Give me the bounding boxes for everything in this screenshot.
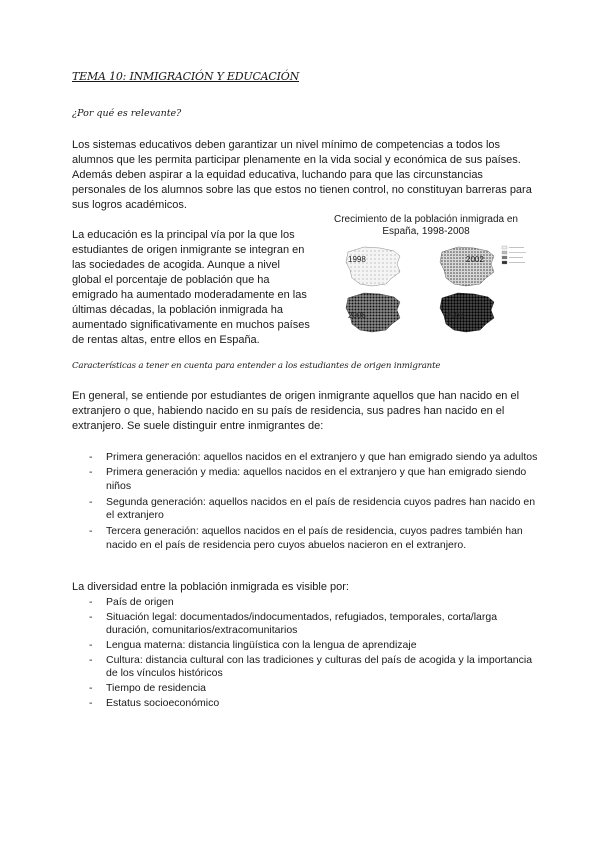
list-item: [72, 682, 542, 696]
map-year-label-2002: 2002: [466, 255, 484, 264]
bullet-dash: -: [89, 596, 93, 608]
list-item-text: Primera generación: aquellos nacidos en el extranjero y que han emigrado siendo ya adultos: [106, 451, 538, 463]
list-item-text: Primera generación y media: aquellos nacidos en el extranjero y que han emigrado siendo niños: [106, 466, 527, 493]
paragraph-diversity: La diversidad entre la población inmigrada es visible por:: [72, 581, 349, 593]
spain-maps-figure: [342, 242, 532, 336]
list-item-text: Estatus socioeconómico: [106, 696, 220, 709]
list-item-text: Tiempo de residencia: [106, 681, 206, 694]
map-year-label-2006: 2006: [348, 311, 366, 320]
list-item-text: Lengua materna: distancia lingüística con la lengua de aprendizaje: [106, 638, 417, 651]
bullet-dash: -: [89, 638, 93, 651]
list-item: [72, 697, 542, 711]
map-year-label-1998: 1998: [348, 255, 366, 264]
list-item: [72, 451, 542, 465]
list-item: [72, 611, 542, 639]
map-legend: [502, 246, 526, 264]
section-heading-relevance: ¿Por qué es relevante?: [72, 108, 182, 119]
bullet-dash: -: [89, 451, 93, 463]
bullet-dash: -: [89, 466, 93, 479]
section-heading-characteristics: Características a tener en cuenta para entender a los estudiantes de origen inmigrante: [72, 361, 441, 371]
list-item-text: Cultura: distancia cultural con las tradiciones y culturas del país de acogida y la importancia de los vínculos históricos: [106, 653, 533, 680]
list-item: [72, 639, 542, 653]
list-item: [72, 654, 542, 682]
list-item: [72, 596, 542, 610]
list-item-text: Segunda generación: aquellos nacidos en el país de residencia cuyos padres han nacido en el extranjero: [106, 495, 536, 522]
generations-list: [72, 451, 542, 554]
map-2006: [346, 293, 400, 332]
list-item-text: Tercera generación: aquellos nacidos en el país de residencia, cuyos padres también han nacido en el país de residencia pero cuyos abuelos nacieron en el extranjero.: [106, 524, 523, 551]
list-item-text: Situación legal: documentados/indocumentados, refugiados, temporales, corta/larga duración, comunitarios/extracomunitarios: [106, 610, 498, 637]
bullet-dash: -: [89, 610, 93, 623]
population-growth-figure: [316, 214, 536, 342]
list-item-text: País de origen: [106, 596, 174, 608]
map-2002: [440, 246, 526, 286]
list-item: [72, 525, 542, 553]
map-1998: [346, 247, 400, 286]
bullet-dash: -: [89, 653, 93, 666]
paragraph-intro: Los sistemas educativos deben garantizar un nivel mínimo de competencias a todos los alumnos que les permita participar plenamente en la vida social y económica de sus países. Además deben aspirar a la equidad educativa, luchando para que las circunstancias personales de los alumnos sobre las que estos no tienen control, no constituyan barreras para sus logros académicos.: [72, 139, 532, 211]
list-item: [72, 496, 542, 524]
document-title: TEMA 10: INMIGRACIÓN Y EDUCACIÓN: [72, 70, 300, 83]
bullet-dash: -: [89, 524, 93, 537]
map-2008: [440, 293, 494, 332]
list-item: [72, 466, 542, 494]
paragraph-integration: La educación es la principal vía por la que los estudiantes de origen inmigrante se integran en las sociedades de acogida. Aunque a nivel global el porcentaje de población que ha emigrado ha aumentado moderadamente en las últimas décadas, la población inmigrada ha aumentado significativamente en muchos países de rentas altas, entre ellos en España.: [72, 229, 310, 346]
diversity-list: [72, 596, 542, 711]
map-year-label-2008: 2008: [446, 311, 464, 320]
bullet-dash: -: [89, 696, 93, 709]
bullet-dash: -: [89, 681, 93, 694]
paragraph-definition: En general, se entiende por estudiantes de origen inmigrante aquellos que han nacido en el extranjero o que, habiendo nacido en su país de residencia, sus padres han nacido en el extranjero. Se suele distinguir entre inmigrantes de:: [72, 390, 520, 432]
bullet-dash: -: [89, 495, 93, 508]
figure-title: Crecimiento de la población inmigrada en España, 1998-2008: [334, 214, 518, 237]
